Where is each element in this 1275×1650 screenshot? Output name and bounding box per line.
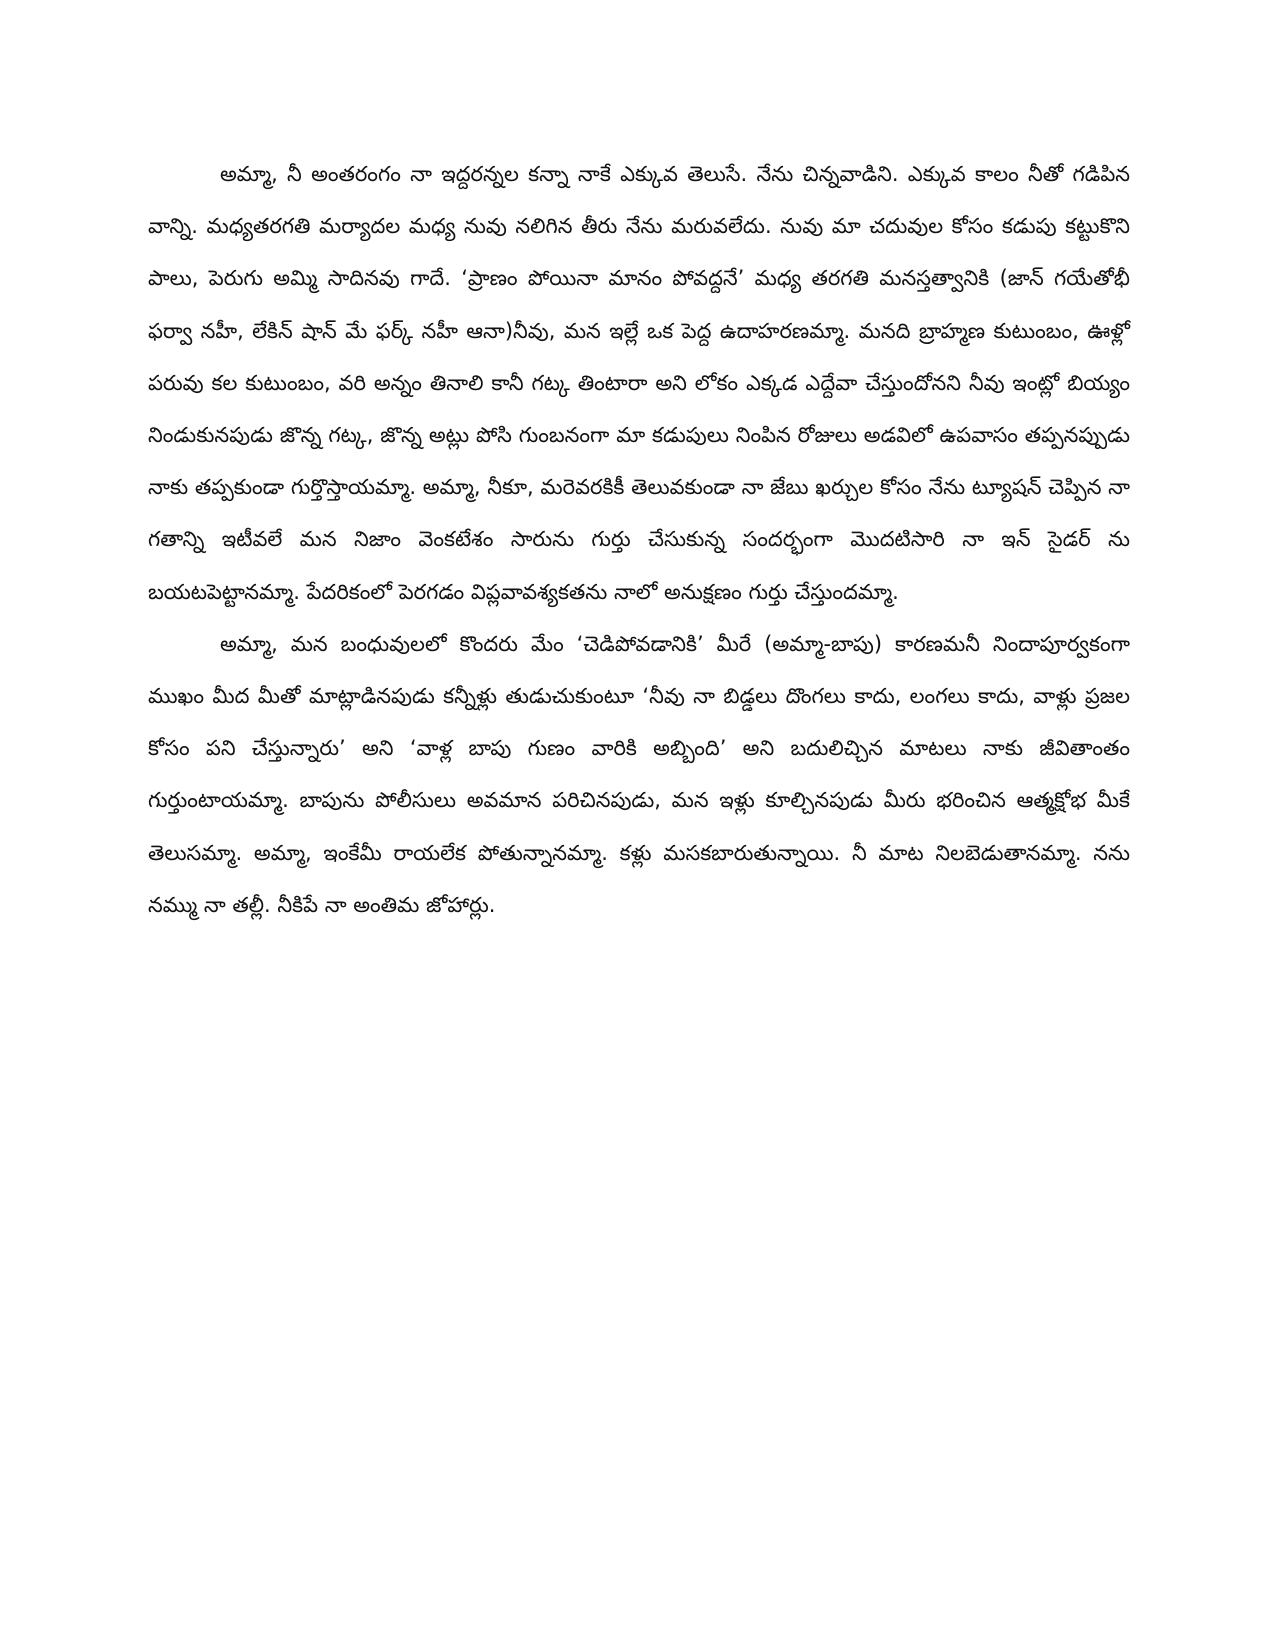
paragraph-2: అమ్మా, మన బంధువులలో కొందరు మేం ‘చెడిపోవడానికి’ మీరే (అమ్మా-బాపు) కారణమనీ నిందాపూర్వకంగా ముఖం మీద మీతో మాట్లాడినపుడు కన్నీళ్లు తుడుచుకుంటూ ‘నీవు నా బిడ్డలు దొంగలు కాదు, లంగలు కాదు, వాళ్లు ప్రజల కోసం పని చేస్తున్నారు’ అని ‘వాళ్ల బాపు గుణం వారికి అబ్బింది’ అని బదులిచ్చిన మాటలు నాకు జీవితాంతం గుర్తుంటాయమ్మా. బాపును పోలీసులు అవమాన పరిచినపుడు, మన ఇళ్లు కూల్చినపుడు మీరు భరించిన ఆత్మక్షోభ మీకే తెలుసమ్మా. అమ్మా, ఇంకేమీ రాయలేక పోతున్నానమ్మా. కళ్లు మసకబారుతున్నాయి. నీ మాట నిలబెడుతానమ్మా. నను నమ్ము నా తల్లీ. నీకిపే నా అంతిమ జోహార్లు. (148, 631, 1130, 917)
letter-body (148, 148, 1130, 931)
paragraph-1: అమ్మా, నీ అంతరంగం నా ఇద్దరన్నల కన్నా నాకే ఎక్కువ తెలుసే. నేను చిన్నవాడిని. ఎక్కువ కాలం నీతో గడిపిన వాన్ని. మధ్యతరగతి మర్యాదల మధ్య నువు నలిగిన తీరు నేను మరువలేదు. నువు మా చదువుల కోసం కడుపు కట్టుకొని పాలు, పెరుగు అమ్మి సాదినవు గాదే. ‘ప్రాణం పోయినా మానం పోవద్దనే’ మధ్య తరగతి మనస్తత్వానికి (జాన్ గయేతోభీ ఫర్వా నహీ, లేకిన్ షాన్ మే ఫర్క్ నహీ ఆనా)నీవు, మన ఇల్లే ఒక పెద్ద ఉదాహరణమ్మా. మనది బ్రాహ్మణ కుటుంబం, ఊళ్లో పరువు కల కుటుంబం, వరి అన్నం తినాలి కానీ గట్క తింటారా అని లోకం ఎక్కడ ఎద్దేవా చేస్తుందోనని నీవు ఇంట్లో బియ్యం నిండుకునపుడు జొన్న గట్క, జొన్న అట్లు పోసి గుంబనంగా మా కడుపులు నింపిన రోజులు అడవిలో ఉపవాసం తప్పనప్పుడు నాకు తప్పకుండా గుర్తొస్తాయమ్మా. అమ్మా, నీకూ, మరెవరకికీ తెలువకుండా నా జేబు ఖర్చుల కోసం నేను ట్యూషన్ చెప్పిన నా గతాన్ని ఇటీవలే మన నిజాం వెంకటేశం సారును గుర్తు చేసుకున్న సందర్భంగా మొదటిసారి నా ఇన్ సైడర్ ను బయటపెట్టానమ్మా. పేదరికంలో పెరగడం విప్లవావశ్యకతను నాలో అనుక్షణం గుర్తు చేస్తుందమ్మా. (148, 162, 1130, 604)
